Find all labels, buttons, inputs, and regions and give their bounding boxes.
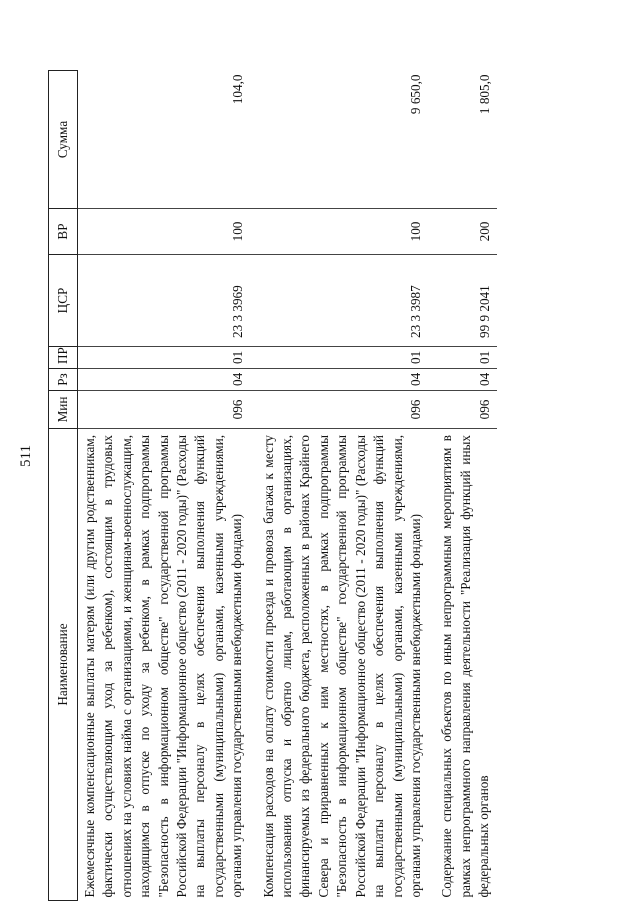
budget-table bbox=[48, 70, 497, 901]
header-rz: Рз bbox=[49, 369, 78, 391]
row-sum: 9 650,0 bbox=[250, 71, 429, 209]
row-pr: 01 bbox=[250, 347, 429, 369]
row-name: Ежемесячные компенсационные выплаты матерям (или другим родственникам, фактически осуществляющим уход за ребенком), состоящим в трудовых отношениях на условиях найма с организациями, и женщинам-военнослужащим, находящимся в отпуске по уходу за ребенком, в рамках подпрограммы "Безопасность в информационном обществе" государственной программы Российской Федерации "Информационное общество (2011 - 2020 годы)" (Расходы на выплаты персоналу в целях обеспечения выполнения функций государственными (муниципальными) органами, казенными учреждениями, органами управления государственными внебюджетными фондами) bbox=[82, 435, 245, 898]
header-row bbox=[49, 71, 78, 901]
row-pr: 01 bbox=[78, 347, 250, 369]
row-pr: 01 bbox=[428, 347, 496, 369]
row-vr: 200 bbox=[428, 209, 496, 255]
row-min: 096 bbox=[250, 391, 429, 429]
row-sum: 104,0 bbox=[78, 71, 250, 209]
header-min: Мин bbox=[49, 391, 78, 429]
header-vr: ВР bbox=[49, 209, 78, 255]
page-number: 511 bbox=[18, 445, 34, 467]
row-sum: 1 805,0 bbox=[428, 71, 496, 209]
header-pr: ПР bbox=[49, 347, 78, 369]
row-name: Компенсация расходов на оплату стоимости проезда и провоза багажа к месту использования отпуска и обратно лицам, работающим в организациях, финансируемых из федерального бюджета, расположенных в районах Крайнего Севера и приравненных к ним местностях, в рамках подпрограммы "Безопасность в информационном обществе" государственной программы Российской Федерации "Информационное общество (2011 - 2020 годы)" (Расходы на выплаты персоналу в целях обеспечения выполнения функций государственными (муниципальными) органами, казенными учреждениями, органами управления государственными внебюджетными фондами) bbox=[260, 435, 423, 898]
row-vr: 100 bbox=[78, 209, 250, 255]
row-vr: 100 bbox=[250, 209, 429, 255]
header-sum: Сумма bbox=[49, 71, 78, 209]
row-csr: 23 3 3987 bbox=[250, 255, 429, 347]
row-min: 096 bbox=[428, 391, 496, 429]
table-row bbox=[78, 71, 250, 901]
row-rz: 04 bbox=[78, 369, 250, 391]
row-csr: 99 9 2041 bbox=[428, 255, 496, 347]
table-row bbox=[250, 71, 429, 901]
row-csr: 23 3 3969 bbox=[78, 255, 250, 347]
table-row bbox=[428, 71, 496, 901]
row-rz: 04 bbox=[428, 369, 496, 391]
header-name: Наименование bbox=[49, 429, 78, 901]
row-min: 096 bbox=[78, 391, 250, 429]
header-csr: ЦСР bbox=[49, 255, 78, 347]
row-rz: 04 bbox=[250, 369, 429, 391]
row-name: Содержание специальных объектов по иным непрограммным мероприятиям в рамках непрограммного направления деятельности "Реализация функций иных федеральных органов bbox=[439, 435, 492, 898]
